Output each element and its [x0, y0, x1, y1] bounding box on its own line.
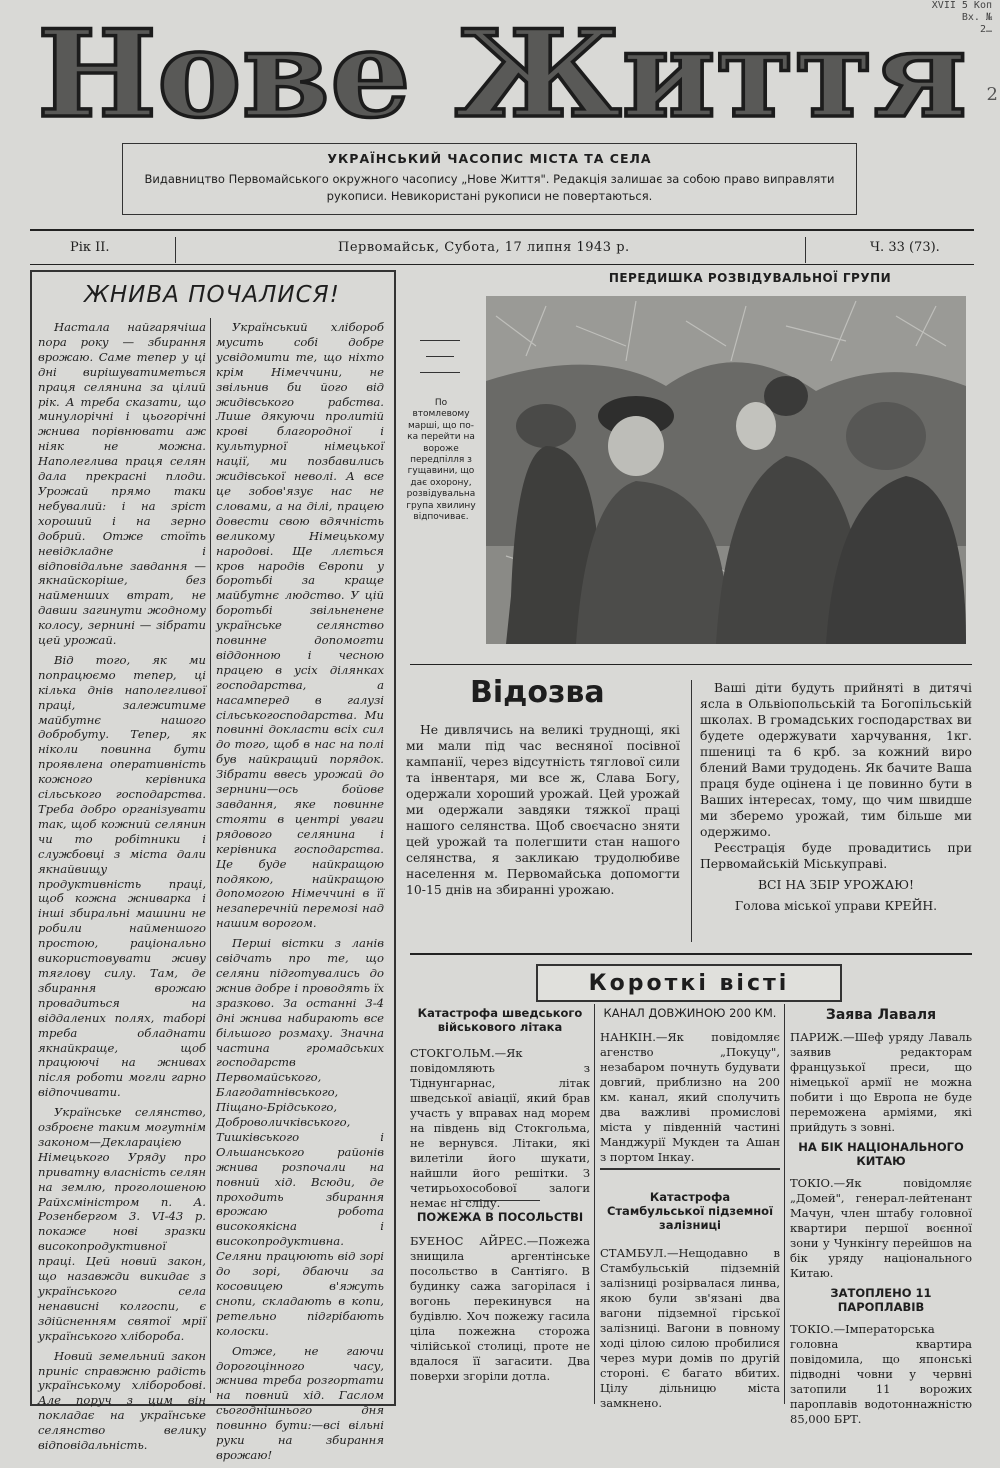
news-headline: КАНАЛ ДОВЖИНОЮ 200 КМ. — [603, 1006, 777, 1020]
article-column-2 — [216, 320, 384, 1468]
tagline: УКРАЇНСЬКИЙ ЧАСОПИС МІСТА ТА СЕЛА — [327, 151, 652, 166]
page-edge-mark: 2 — [986, 84, 998, 105]
news-item — [790, 1008, 972, 1135]
article-paragraph: Від того, як ми попрацюємо тепер, ці кілька днів наполегливої праці, залежитиме майбутнє нашого добробуту. Тепер, як ніколи повинна бути проявлена оперативність кожного керівника сільського господарства. Треба добро організувати так, щоб кожний селянин чи то робітники і службовці з міста дали якнайвищу продуктивність праці, щоб кожна жниварка і інші збиральні машини не робили найменшого простою, раціонально використовувати живу тяглову силу. Там, де збирання врожаю провадиться на віддалених полях, таборі треба обладнати якнайкраще, щоб працюючі на жнивах після роботи могли гарно відпочивати. — [38, 652, 206, 1100]
news-body: ТОКІО.—Імператорська головна квартира повідомила, що японські підводні човни у червні затопили 11 ворожих пароплавів водотоннажністю 85,000 БРТ. — [790, 1322, 972, 1426]
news-headline: НА БІК НАЦІОНАЛЬНОГО КИТАЮ — [798, 1140, 964, 1168]
appeal-paragraph: Реєстрація буде провадитись при Первомайській Міськуправі. — [700, 840, 972, 871]
appeal-column-2 — [700, 680, 972, 914]
divider — [805, 237, 806, 263]
article-paragraph: Новий земельний закон приніс справжню радість українському хліборобові. Але поруч з цим він покладає на українське селянство велику відповідальність. — [38, 1348, 206, 1453]
appeal-title: Відозва — [470, 675, 605, 710]
news-headline: ЗАТОПЛЕНО 11 ПАРОПЛАВІВ — [830, 1286, 932, 1314]
news-body: БУЕНОС АЙРЕС.—Пожежа знищила аргентінське посольство в Сантіяго. В будинку сажа загорілася і вогонь перекинувся на будівлю. Хоч пожежу гасила ціла пожежна сторожа чілійської столиці, проте не вдалося її загасити. Два поверхи згоріли дотла. — [410, 1234, 590, 1383]
news-item — [600, 1190, 780, 1411]
article-paragraph: Перші вістки з ланів свідчать про те, що селяни підготувались до жнив добре і проводять їх зразково. За останні 3-4 дні жнива набирають все більшого розмаху. Значна частина громадських господарств Первомайського, Благодатнівського, Піщано-Брідського, Доброволичківського, Тишківського і Ольшанського районів жнива розпочали на повний хід. Всюди, де проходить збирання врожаю робота високоякісна і високопродуктивна. Селяни працюють від зорі до зорі, дбаючи за косовицею в'яжуть снопи, складають в копи, ретельно підгрібають колоски. — [216, 936, 384, 1338]
article-paragraph: Отже, не гаючи дорогоцінного часу, жнива треба розгортати на повний хід. Гаслом сьогоднішнього дня повинно бути:—всі вільні руки на збирання врожаю! — [216, 1343, 384, 1462]
section-rule — [410, 953, 972, 955]
year-label: Рік II. — [70, 240, 110, 255]
news-item — [410, 1210, 590, 1384]
column-divider — [210, 318, 211, 1393]
news-body: СТАМБУЛ.—Нещодавно в Стамбульській підземній залізниці розірвалася линва, якою були зв'язані два вагони підземної гірської залізниці. Вагони в повному ході цілою силою пробилися через мури домів по другій стороні. Є багато вбитих. Цілу дільницю міста замкнено. — [600, 1246, 780, 1410]
ornament-line — [420, 340, 460, 341]
news-headline: ПОЖЕЖА В ПОСОЛЬСТВІ — [416, 1210, 584, 1224]
issue-info-bar — [30, 235, 974, 263]
news-headline: Заява Лаваля — [825, 1007, 937, 1023]
article-headline: ЖНИВА ПОЧАЛИСЯ! — [84, 282, 340, 308]
news-body: ТОКІО.—Як повідомляє „Домей", генерал-лейтенант Мачун, член штабу головної квартири першої воєнної зони у Чункінгу перейшов на бік уряду національного Китаю. — [790, 1176, 972, 1280]
column-divider — [691, 680, 692, 942]
appeal-paragraph: Не дивлячись на великі труднощі, які ми мали під час весняної посівної кампанії, через відсутність тяглової сили та інвентаря, ми все ж, Слава Богу, одержали хороший урожай. Цей урожай ми одержали завдяки тяжкої праці нашого селянства. Щоб своєчасно зняти цей урожай та полегшити стан нашого селянства, я закликаю трудолюбиве населення м. Первомайська допомогти 10-15 днів на збиранні урожаю. — [406, 722, 680, 897]
masthead-title-text: Нове Життя — [37, 12, 967, 130]
date-line: Первомайськ, Субота, 17 липня 1943 р. — [338, 240, 630, 255]
article-paragraph: Українське селянство, озброєне таким могутнім законом—Декларацією Німецького Уряду про приватну власність селян на землю, проголошеною Райхсміністром п. А. Розенбергом 3. VI-43 р. покаже нові зразки високопродуктивної праці. Цей новий закон, що назавжди викидає з українського села ненависні колгоспи, є здійсненням святої мрії українського хлібороба. — [38, 1105, 206, 1343]
masthead-title — [30, 12, 975, 130]
stamp-line: 2… — [979, 24, 992, 35]
appeal-signature: Голова міської управи КРЕЙН. — [734, 898, 938, 913]
news-body: НАНКІН.—Як повідомляє агенство „Покуцу", незабаром почнуть будувати довгий, приблизно на 200 км. канал, який сполучить два важливі промислові міста у південній частині Манджурії Мукден та Ашан з портом Інкау. — [600, 1030, 780, 1164]
top-rule — [30, 229, 974, 231]
news-separator — [460, 1200, 540, 1201]
article-paragraph: Український хлібороб мусить собі добре усвідомити те, що ніхто крім Німеччини, не звільнив би його від жидівського рабства. Лише дякуючи пролитій крові благородної і культурної німецької нації, ми позбавились жидівської неволі. А все це зобов'язує нас не словами, а на ділі, працею довести свою вдячність великому Німецькому народові. Ще ллється кров народів Європи у боротьбі за краще майбутнє людство. У цій боротьбі звільненене українське селянство повинне допомогти віддонною і чесною працею в усіх ділянках господарства, а насамперед в галузі сільськогосподарства. Ми повинні докласти всіх сил до того, щоб в нас на полі був найкращий порядок. Зібрати ввесь урожай до зернини—ось бойове завдання, яке повинне стояти в центрі уваги рядового селянина і керівника господарства. Це буде найкращою подякою, найкращою допомогою Німеччині в її незаперечній перемозі над нашим ворогом. — [216, 320, 384, 931]
appeal-column-1 — [406, 722, 680, 898]
photo-caption: По втомлевому марші, що по- ка перейти на вороже передпілля з гущавини, що дає охорону, розвідувальна група хвилину відпочиває. — [406, 398, 476, 523]
appeal-slogan: ВСІ НА ЗБІР УРОЖАЮ! — [757, 877, 915, 892]
issue-number: Ч. 33 (73). — [870, 240, 940, 255]
news-item — [790, 1140, 972, 1281]
ornament-line — [426, 356, 454, 357]
news-body: ПАРИЖ.—Шеф уряду Лаваль заявив редакторам французької преси, що німецької армії не можна побити і що Европа не буде переможена арміями, які прийдуть з зовні. — [790, 1030, 972, 1134]
news-separator — [600, 1168, 780, 1170]
appeal-paragraph: Ваші діти будуть прийняті в дитячі ясла в Ольвіопольській та Богопільській школах. В громадських господарствах ви будете одержувати харчування, 1кг. пшениці та 6 крб. за кожний виро блений Вами трудодень. Як бачите Ваша праця буде оцінена і це повинно бути в Ваших інтересах, тому, що чим швидше ми зберемо урожай, тим більше ми одержимо. — [700, 680, 972, 839]
news-item — [600, 1006, 780, 1165]
photo-title: ПЕРЕДИШКА РОЗВІДУВАЛЬНОЇ ГРУПИ — [608, 271, 892, 285]
article-column-1 — [38, 320, 206, 1458]
subheader-box — [122, 143, 857, 215]
section-rule — [410, 664, 972, 665]
divider — [175, 237, 176, 263]
publisher-note: Видавництво Первомайського окружного часопису „Нове Життя". Редакція залишає за собою право виправляти рукописи. Невикористані рукописи не повертаються. — [144, 172, 835, 203]
stamp-line: XVII 5 Коп — [931, 0, 992, 11]
news-headline: Катастрофа Стамбульської підземної залізниці — [606, 1190, 774, 1232]
bottom-rule — [30, 264, 974, 265]
short-news-banner: Короткі вісті — [536, 964, 842, 1002]
stamp-line: Вх. № — [961, 12, 992, 23]
column-divider — [594, 1004, 595, 1404]
news-body: СТОКГОЛЬМ.—Як повідомляють з Тіднунгарнас, літак шведської авіації, який брав участь у вправах над морем на південь від Стокгольма, не вернувся. Літаки, які вилетіли його шукати, найшли його решітки. З четирьохособової залоги немає ні сліду. — [410, 1046, 590, 1210]
ornament-line — [420, 372, 460, 373]
column-divider — [784, 1004, 785, 1404]
news-item — [410, 1006, 590, 1211]
news-item — [790, 1286, 972, 1427]
article-paragraph: Настала найгарячіша пора року — збирання врожаю. Саме тепер у ці дні вирішуватиметься праця селянина за цілий рік. А треба сказати, що минулорічні і цьогорічні жнива порівнювати аж ніяк не можна. Наполеглива праця селян дала прекрасні плоди. Урожай прямо таки небувалий: і на зріст хороший і на зерно добрий. Отже стоїть невідкладне і відповідальне завдання — якнайскоріше, без найменших втрат, не давши загинути жодному колосу, зернині — зібрати цей урожай. — [38, 320, 206, 648]
news-headline: Катастрофа шведського військового літака — [417, 1006, 583, 1034]
reconnaissance-group-photo — [486, 296, 966, 644]
